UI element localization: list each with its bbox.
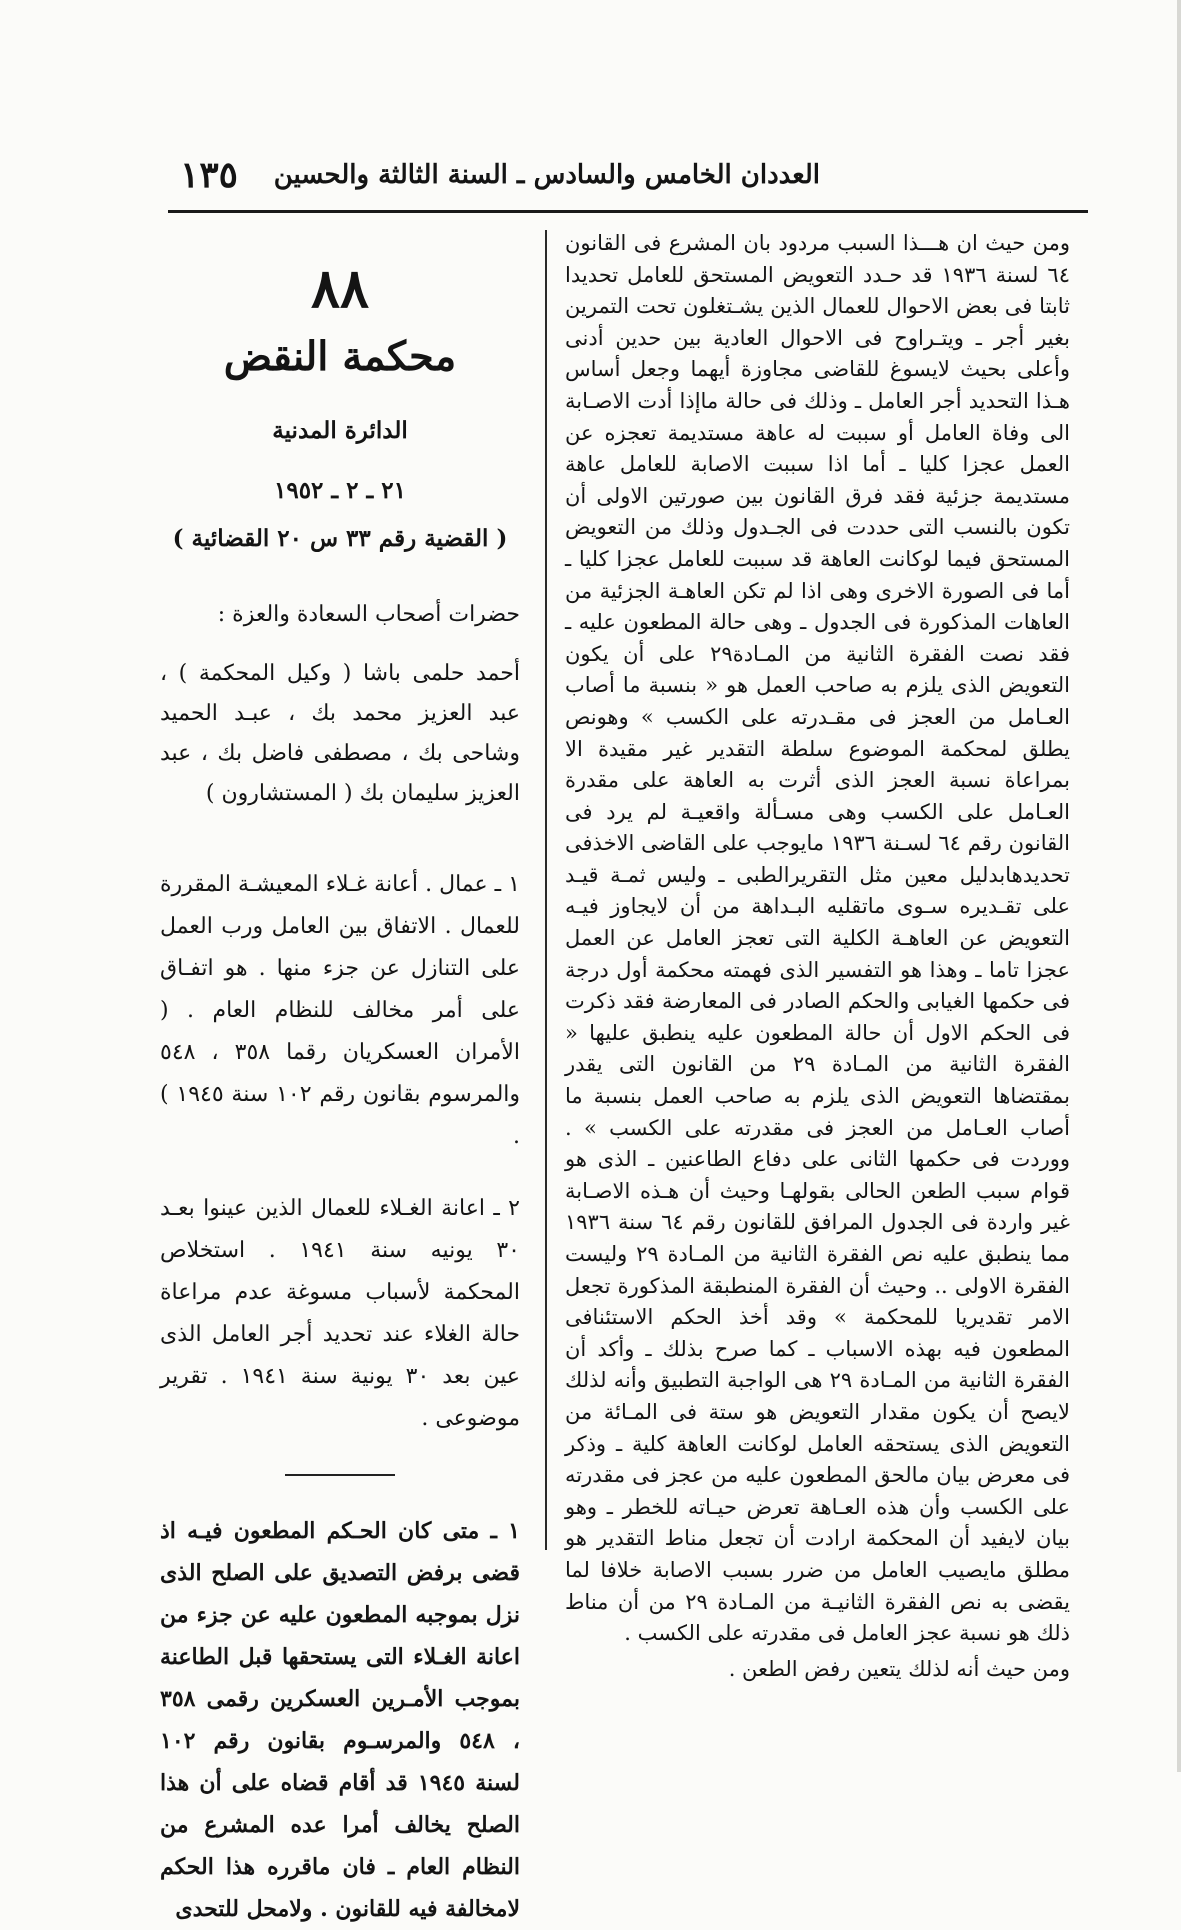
section-divider xyxy=(285,1474,395,1476)
bench-names: أحمد حلمى باشا ( وكيل المحكمة ) ، عبد العزيز محمد بك ، عبـد الحميد وشاحى بك ، مصطفى فاضل بك ، عبد العزيز سليمان بك ( المستشارون ) xyxy=(160,661,520,806)
page-edge xyxy=(1177,0,1181,1772)
page-header xyxy=(150,150,1080,210)
page-number: ١٣٥ xyxy=(180,154,239,196)
case-reference: ( القضية رقم ٣٣ س ٢٠ القضائية ) xyxy=(172,525,508,552)
running-head: العددان الخامس والسادس ـ السنة الثالثة والحسين xyxy=(273,160,820,190)
summary-item-2: ٢ ـ اعانة الغـلاء للعمال الذين عينوا بعـد ٣٠ يونيه سنة ١٩٤١ . استخلاص المحكمة لأسباب مسوغة عدم مراعاة حالة الغلاء عند تحديد أجر العامل الذى عين بعد ٣٠ يونية سنة ١٩٤١ . تقرير موضوعى . xyxy=(160,1196,520,1431)
summary-item-1: ١ ـ عمال . أعانة غـلاء المعيشـة المقررة للعمال . الاتفاق بين العامل ورب العمل على التنازل عن جزء منها . هو اتفـاق على أمر مخالف للنظام العام . ( الأمران العسكريان رقما ٣٥٨ ، ٥٤٨ والمرسوم بقانون رقم ١٠٢ سنة ١٩٤٥ ) . xyxy=(160,872,521,1149)
bench-intro: حضرات أصحاب السعادة والعزة : xyxy=(217,602,520,627)
body-paragraph: ومن حيث ان هـــذا السبب مردود بان المشرع فى القانون ٦٤ لسنة ١٩٣٦ قد حـدد التعويض المستحق للعامل تحديدا ثابتا فى بعض الاحوال للعمال الذين يشـتغلون تحت التمرين بغير أجر ـ ويتـراوح فى الاحوال العادية بين حدين أدنى وأعلى بحيث لايسوغ للقاضى مجاوزة أيهما وجعل أساس هـذا التحديد أجر العامل ـ وذلك فى حالة ماإذا أدت الاصـابة الى وفاة العامل أو سببت له عاهة مستديمة تعجزه عن العمل عجزا كليا ـ أما اذا سببت الاصابة للعامل عاهة مستديمة جزئية فقد فرق القانون بين صورتين الاولى أن تكون بالنسب التى حددت فى الجـدول وذلك من التعويض المستحق فيما لوكانت العاهة قد سببت للعامل عجزا كليا ـ أما فى الصورة الاخرى وهى اذا لم تكن العاهـة الجزئية من العاهات المذكورة فى الجدول ـ وهى حالة المطعون عليه ـ فقد نصت الفقرة الثانية من المـادة٢٩ على أن يكون التعويض الذى يلزم به صاحب العمل هو « بنسبة ما أصاب العـامل من العجز فى مقـدرته على الكسب » وهونص يطلق لمحكمة الموضوع سلطة التقدير غير مقيدة الا بمراعاة نسبة العجز الذى أثرت به العاهة على مقدرة العـامل على الكسب وهى مسـألة واقعيـة لم يرد فى القانون رقم ٦٤ لسـنة ١٩٣٦ مايوجب على القاضى الاخذفى تحديدهابدليل معين مثل التقريرالطبى ـ وليس ثمـة قيـد على تقـديره سـوى ماتقليه البـداهة من أن لايجاوز فيـه التعويض عن العاهـة الكلية التى تعجز العامل عن العمل عجزا تاما ـ وهذا هو التفسير الذى فهمته محكمة أول درجة فى حكمها الغيابى والحكم الصادر فى المعارضة فقد ذكرت فى الحكم الاول أن حالة المطعون عليه ينطبق عليها « الفقرة الثانية من المـادة ٢٩ من القانون التى يقدر بمقتضاها التعويض الذى يلزم به صاحب العمل بنسبة ما أصاب العـامل من العجز فى مقدرته على الكسب » . ووردت فى حكمها الثانى على دفاع الطاعنين ـ الذى هو قوام سبب الطعن الحالى بقولهـا وحيث أن هـذه الاصـابة غير واردة فى الجدول المرافق للقانون رقم ٦٤ سنة ١٩٣٦ مما ينطبق عليه نص الفقرة الثانية من المـادة ٢٩ وليست الفقرة الاولى .. وحيث أن الفقرة المنطبقة المذكورة تجعل الامر تقديريا للمحكمة » وقد أخذ الحكم الاستئنافى المطعون فيه بهذه الاسباب ـ كما صرح بذلك ـ وأكد أن الفقرة الثانية من المـادة ٢٩ هى الواجبة التطبيق وأنه لذلك لايصح أن يكون مقدار التعويض هو ستة فى المـائة من التعويض الذى يستحقه العامل لوكانت العاهة كلية ـ وذكر فى معرض بيان مالحق المطعون عليه من عجز فى مقدرته على الكسب وأن هذه العـاهة تعرض حيـاته للخطر ـ وهو بيان لايفيد أن المحكمة ارادت أن تجعل مناط التقدير هو مطلق مايصيب العامل من ضرر بسبب الاصابة خلافا لما يقضى به نص الفقرة الثانيـة من المـادة ٢٩ من أن مناط ذلك هو نسبة عجز العامل فى مقدرته على الكسب . xyxy=(565,231,1071,1646)
header-rule xyxy=(168,210,1088,213)
right-column xyxy=(565,228,1070,1685)
column-divider xyxy=(545,230,547,1550)
case-number: ٨٨ xyxy=(310,256,369,320)
court-name: محكمة النقض xyxy=(223,333,457,380)
court-division: الدائرة المدنية xyxy=(272,417,408,444)
left-column xyxy=(160,240,520,1930)
ruling-paragraph: ١ ـ متى كان الحـكم المطعون فيـه اذ قضى برفض التصديق على الصلح الذى نزل بموجبه المطعون عليه عن جزء من اعانة الغـلاء التى يستحقها قبل الطاعنة بموجب الأمـرين العسكرين رقمى ٣٥٨ ، ٥٤٨ والمرسـوم بقانون رقم ١٠٢ لسنة ١٩٤٥ قد أقام قضاه على أن هذا الصلح يخالف أمرا عده المشرع من النظام العام ـ فان ماقرره هذا الحكم لامخالفة فيه للقانون . ولامحل للتحدى xyxy=(160,1518,521,1922)
session-date: ٢١ ـ ٢ ـ ١٩٥٢ xyxy=(273,477,407,504)
closing-paragraph: ومن حيث أنه لذلك يتعين رفض الطعن . xyxy=(728,1656,1070,1681)
